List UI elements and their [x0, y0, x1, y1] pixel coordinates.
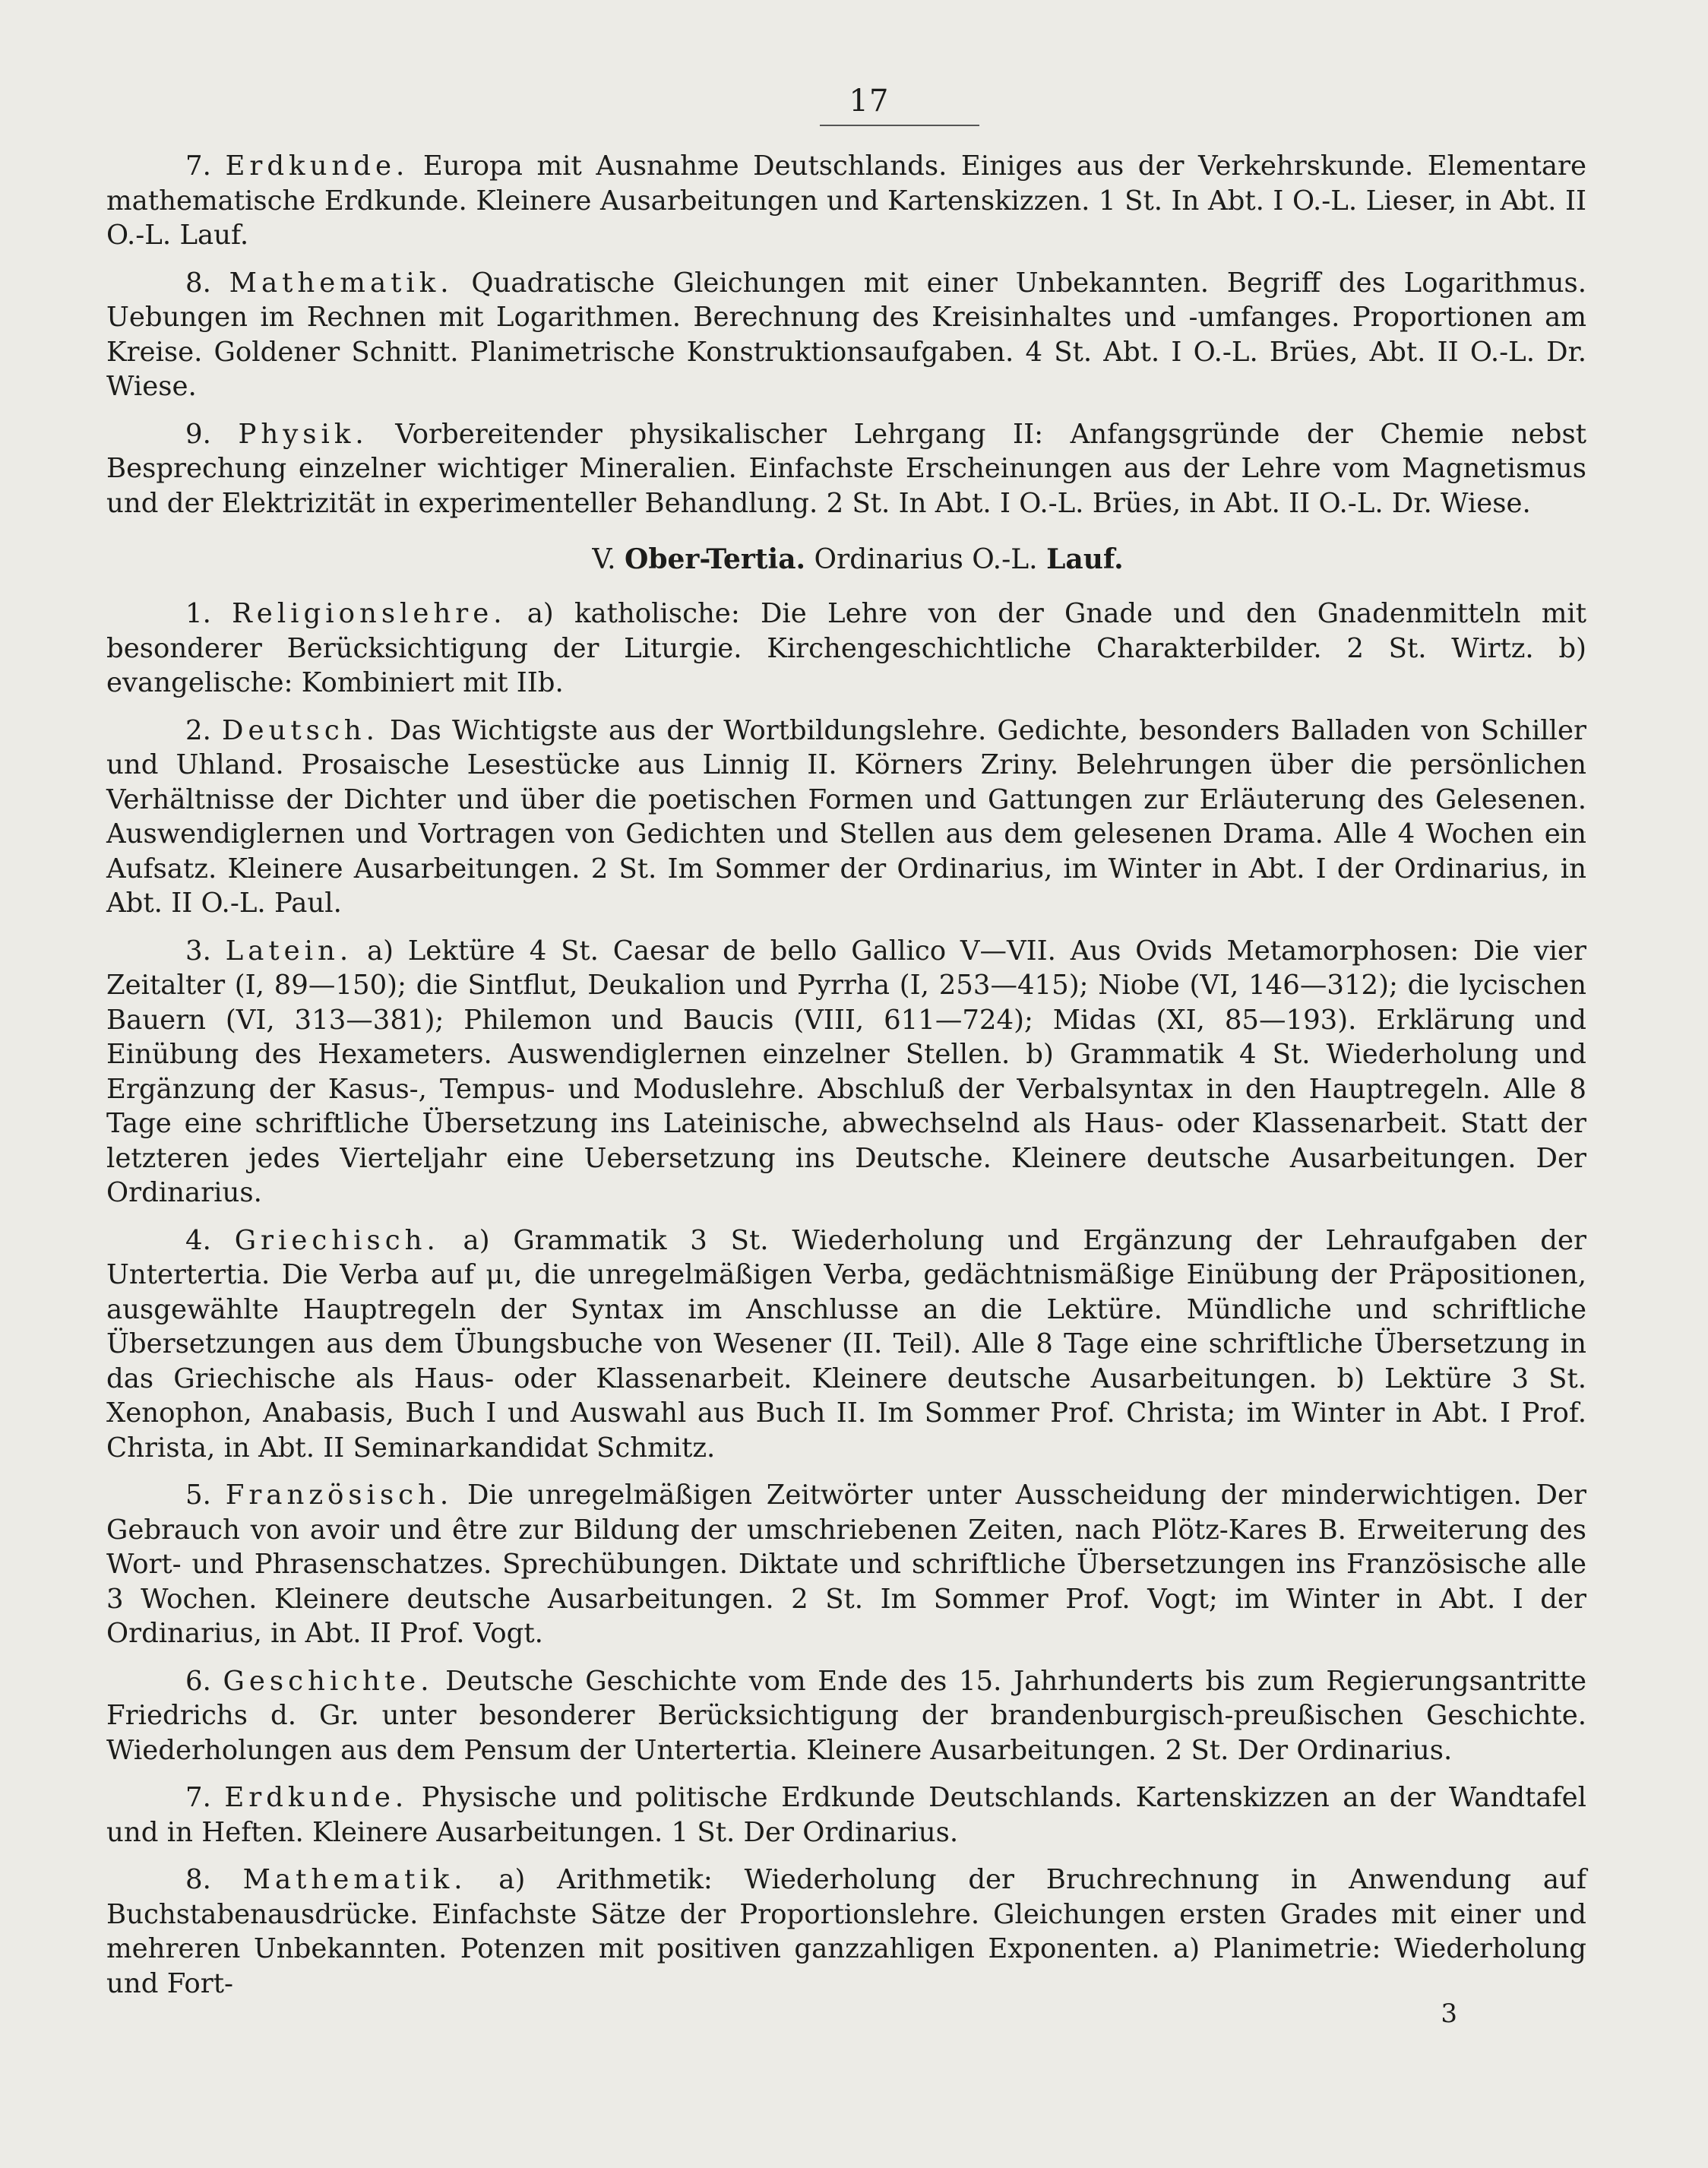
item-number: 6. — [185, 1665, 211, 1697]
paragraph-text: Europa mit Ausnahme Deutschlands. Einiges aus der Verkehrskunde. Elementare mathematische Erdkunde. Kleinere Ausarbeitungen und Kartenskizzen. 1 St. In Abt. I O.-L. Lieser, in Abt. II O.-L. Lauf. — [106, 150, 1586, 251]
item-number: 2. — [185, 714, 211, 746]
subject-title: Physik. — [238, 418, 368, 450]
paragraph-text: Die unregelmäßigen Zeitwörter unter Ausscheidung der minderwichtigen. Der Gebrauch von avoir und être zur Bildung der umschriebenen Zeiten, nach Plötz-Kares B. Erweiterung des Wort- und Phrasenschatzes. Sprechübungen. Diktate und schriftliche Übersetzungen ins Französische alle 3 Wochen. Kleinere deutsche Ausarbeitungen. 2 St. Im Sommer Prof. Vogt; im Winter in Abt. I der Ordinarius, in Abt. II Prof. Vogt. — [106, 1480, 1586, 1649]
section-ordinarius-label: Ordinarius O.-L. — [814, 544, 1038, 575]
paragraph-geschichte — [106, 1664, 1586, 1768]
paragraph-text: a) Grammatik 3 St. Wiederholung und Ergänzung der Lehraufgaben der Untertertia. Die Verba auf μι, die unregelmäßigen Verba, gedächtnismäßige Einübung der Präpositionen, ausgewählte Hauptregeln der Syntax im Anschlusse an die Lektüre. Mündliche und schriftliche Übersetzungen aus dem Übungsbuche von Wesener (II. Teil). Alle 8 Tage eine schriftliche Übersetzung in das Griechische als Haus- oder Klassenarbeit. Kleinere deutsche Ausarbeitungen. b) Lektüre 3 St. Xenophon, Anabasis, Buch I und Auswahl aus Buch II. Im Sommer Prof. Christa; im Winter in Abt. I Prof. Christa, in Abt. II Seminarkandidat Schmitz. — [106, 1224, 1587, 1464]
section-title: Ober-Tertia. — [624, 543, 806, 575]
paragraph-mathematik-top — [106, 266, 1586, 404]
section-roman: V. — [592, 544, 616, 575]
paragraph-deutsch — [106, 714, 1586, 921]
paragraph-religionslehre — [106, 597, 1586, 701]
paragraph-griechisch — [106, 1223, 1586, 1466]
subject-title: Geschichte. — [223, 1665, 434, 1697]
subject-title: Französisch. — [225, 1480, 454, 1511]
paragraph-text: Das Wichtigste aus der Wortbildungslehre. Gedichte, besonders Balladen von Schiller und Uhland. Prosaische Lesestücke aus Linnig II. Körners Zriny. Belehrungen über die persönlichen Verhältnisse der Dichter und über die poetischen Formen und Gattungen zur Erläuterung des Gelesenen. Auswendiglernen und Vortragen von Gedichten und Stellen aus dem gelesenen Drama. Alle 4 Wochen ein Aufsatz. Kleinere Ausarbeitungen. 2 St. Im Sommer der Ordinarius, im Winter in Abt. I der Ordinarius, in Abt. II O.-L. Paul. — [106, 714, 1586, 919]
signature-mark: 3 — [1441, 1999, 1457, 2029]
paragraph-physik-top — [106, 417, 1586, 521]
item-number: 5. — [185, 1480, 211, 1511]
subject-title: Mathematik. — [242, 1864, 467, 1895]
item-number: 4. — [185, 1224, 211, 1256]
paragraph-erdkunde-top — [106, 149, 1586, 253]
subject-title: Latein. — [225, 935, 353, 967]
paragraph-text: Vorbereitender physikalischer Lehrgang II: Anfangsgründe der Chemie nebst Besprechung einzelner wichtiger Mineralien. Einfachste Erscheinungen aus der Lehre vom Magnetismus und der Elektrizität in experimenteller Behandlung. 2 St. In Abt. I O.-L. Brües, in Abt. II O.-L. Dr. Wiese. — [106, 418, 1586, 519]
item-number: 9. — [185, 418, 211, 450]
subject-title: Erdkunde. — [225, 150, 410, 182]
item-number: 3. — [185, 935, 211, 967]
page-number: 17 — [849, 84, 890, 119]
paragraph-mathematik — [106, 1863, 1586, 2001]
paragraph-text: a) katholische: Die Lehre von der Gnade und den Gnadenmitteln mit besonderer Berücksichtigung der Liturgie. Kirchengeschichtliche Charakterbilder. 2 St. Wirtz. b) evangelische: Kombiniert mit IIb. — [106, 598, 1586, 698]
item-number: 8. — [185, 267, 211, 299]
item-number: 1. — [185, 598, 211, 629]
paragraph-latein — [106, 934, 1586, 1211]
paragraph-text: Deutsche Geschichte vom Ende des 15. Jahrhunderts bis zum Regierungsantritte Friedrichs d. Gr. unter besonderer Berücksichtigung der brandenburgisch-preußischen Geschichte. Wiederholungen aus dem Pensum der Untertertia. Kleinere Ausarbeitungen. 2 St. Der Ordinarius. — [106, 1665, 1586, 1766]
subject-title: Griechisch. — [234, 1224, 440, 1256]
subject-title: Mathematik. — [229, 267, 454, 299]
paragraph-franzoesisch — [106, 1478, 1586, 1651]
subject-title: Deutsch. — [222, 714, 379, 746]
section-ordinarius-name: Lauf. — [1046, 543, 1124, 575]
subject-title: Religionslehre. — [232, 598, 507, 629]
subject-title: Erdkunde. — [224, 1782, 409, 1813]
header-rule — [820, 125, 979, 126]
section-heading — [106, 543, 1586, 575]
paragraph-text: a) Lektüre 4 St. Caesar de bello Gallico V—VII. Aus Ovids Metamorphosen: Die vier Zeitalter (I, 89—150); die Sintflut, Deukalion und Pyrrha (I, 253—415); Niobe (VI, 146—312); die lycischen Bauern (VI, 313—381); Philemon und Baucis (VIII, 611—724); Midas (XI, 85—193). Erklärung und Einübung des Hexameters. Auswendiglernen einzelner Stellen. b) Grammatik 4 St. Wiederholung und Ergänzung der Kasus-, Tempus- und Moduslehre. Abschluß der Verbalsyntax in den Hauptregeln. Alle 8 Tage eine schriftliche Übersetzung ins Lateinische, abwechselnd als Haus- oder Klassenarbeit. Statt der letzteren jedes Vierteljahr eine Uebersetzung ins Deutsche. Kleinere deutsche Ausarbeitungen. Der Ordinarius. — [106, 935, 1586, 1208]
paragraph-erdkunde — [106, 1780, 1586, 1850]
item-number: 7. — [185, 1782, 211, 1813]
paragraph-text: a) Arithmetik: Wiederholung der Bruchrechnung in Anwendung auf Buchstabenausdrücke. Einfachste Sätze der Proportionslehre. Gleichungen ersten Grades mit einer und mehreren Unbekannten. Potenzen mit positiven ganzzahligen Exponenten. a) Planimetrie: Wiederholung und Fort- — [106, 1864, 1587, 1999]
item-number: 7. — [185, 150, 211, 182]
item-number: 8. — [185, 1864, 211, 1895]
paragraph-text: Quadratische Gleichungen mit einer Unbekannten. Begriff des Logarithmus. Uebungen im Rechnen mit Logarithmen. Berechnung des Kreisinhaltes und -umfanges. Proportionen am Kreise. Goldener Schnitt. Planimetrische Konstruktionsaufgaben. 4 St. Abt. I O.-L. Brües, Abt. II O.-L. Dr. Wiese. — [106, 267, 1586, 402]
paragraph-text: Physische und politische Erdkunde Deutschlands. Kartenskizzen an der Wandtafel und in Heften. Kleinere Ausarbeitungen. 1 St. Der Ordinarius. — [106, 1782, 1586, 1848]
